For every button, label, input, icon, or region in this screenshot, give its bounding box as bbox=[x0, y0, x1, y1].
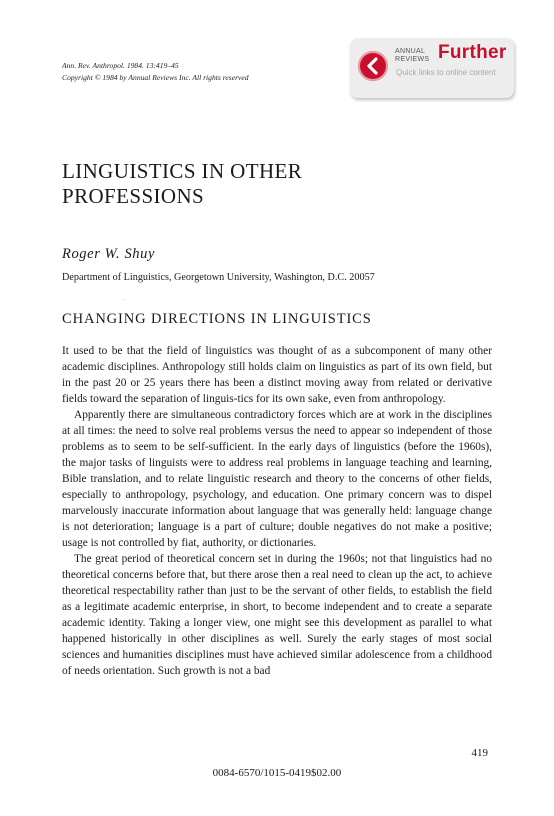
footer-code: 0084-6570/1015-0419$02.00 bbox=[212, 767, 342, 779]
body-text bbox=[62, 343, 492, 679]
section-heading: CHANGING DIRECTIONS IN LINGUISTICS bbox=[62, 311, 372, 327]
further-label: Further bbox=[438, 42, 507, 63]
article-title-line2: PROFESSIONS bbox=[62, 184, 205, 208]
citation-journal: Ann. Rev. Anthropol. 1984. 13:419–45 bbox=[62, 61, 179, 70]
citation-block bbox=[62, 60, 342, 84]
annual-reviews-logo-text: ANNUAL REVIEWS bbox=[395, 48, 430, 63]
paragraph: Apparently there are simultaneous contradictory forces which are at work in the disciplines at all times: the need to solve real problems versus the need to appear so independent of those problems as to seem to be self-sufficient. In the early days of linguistics (before the 1960s), the major tasks of linguists were to address real problems in language teaching and learning, Bible translation, and to relate linguistic research and theory to the concerns of other fields, especially to anthropology, psychology, and education. One primary concern was to dispel marvelously inaccurate information about language that was generally held: language change is not deterioration; language is a part of culture; double negatives do not make a positive; usage is not controlled by fiat, authority, or dictionaries. bbox=[62, 409, 492, 549]
article-title bbox=[62, 159, 462, 209]
quick-links-label: Quick links to online content bbox=[396, 68, 496, 77]
paragraph: It used to be that the field of linguistics was thought of as a subcomponent of many other academic disciplines. Anthropology still holds claim on linguistics as part of its own field, but in the past 20 or 25 years there has been a distinct moving away from related or derivative fields toward the separation of linguis-tics for its own sake, even from anthropology. bbox=[62, 345, 492, 405]
paragraph: The great period of theoretical concern set in during the 1960s; not that linguistics had no theoretical concerns before that, but there arose then a real need to clean up the act, to achieve theoretical respectability rather than just to be the servant of other fields, to establish the field as a legitimate academic enterprise, in short, to become independent and to create a separate academic identity. Taking a longer view, one might see this development as parallel to what happened historically in other disciplines as well. Surely the early stages of most social sciences and humanities disciplines must have achieved similar adolescence from a childhood of needs orientation. Such growth is not a bad bbox=[62, 553, 492, 677]
page-number: 419 bbox=[471, 747, 488, 759]
article-title-line1: LINGUISTICS IN OTHER bbox=[62, 159, 303, 183]
citation-copyright: Copyright © 1984 by Annual Reviews Inc. All rights reserved bbox=[62, 73, 249, 82]
chevron-left-icon bbox=[358, 51, 388, 81]
stray-mark bbox=[123, 299, 124, 300]
annual-reviews-further-badge[interactable] bbox=[350, 38, 514, 98]
author-affiliation: Department of Linguistics, Georgetown University, Washington, D.C. 20057 bbox=[62, 272, 375, 283]
author-name: Roger W. Shuy bbox=[62, 246, 156, 262]
